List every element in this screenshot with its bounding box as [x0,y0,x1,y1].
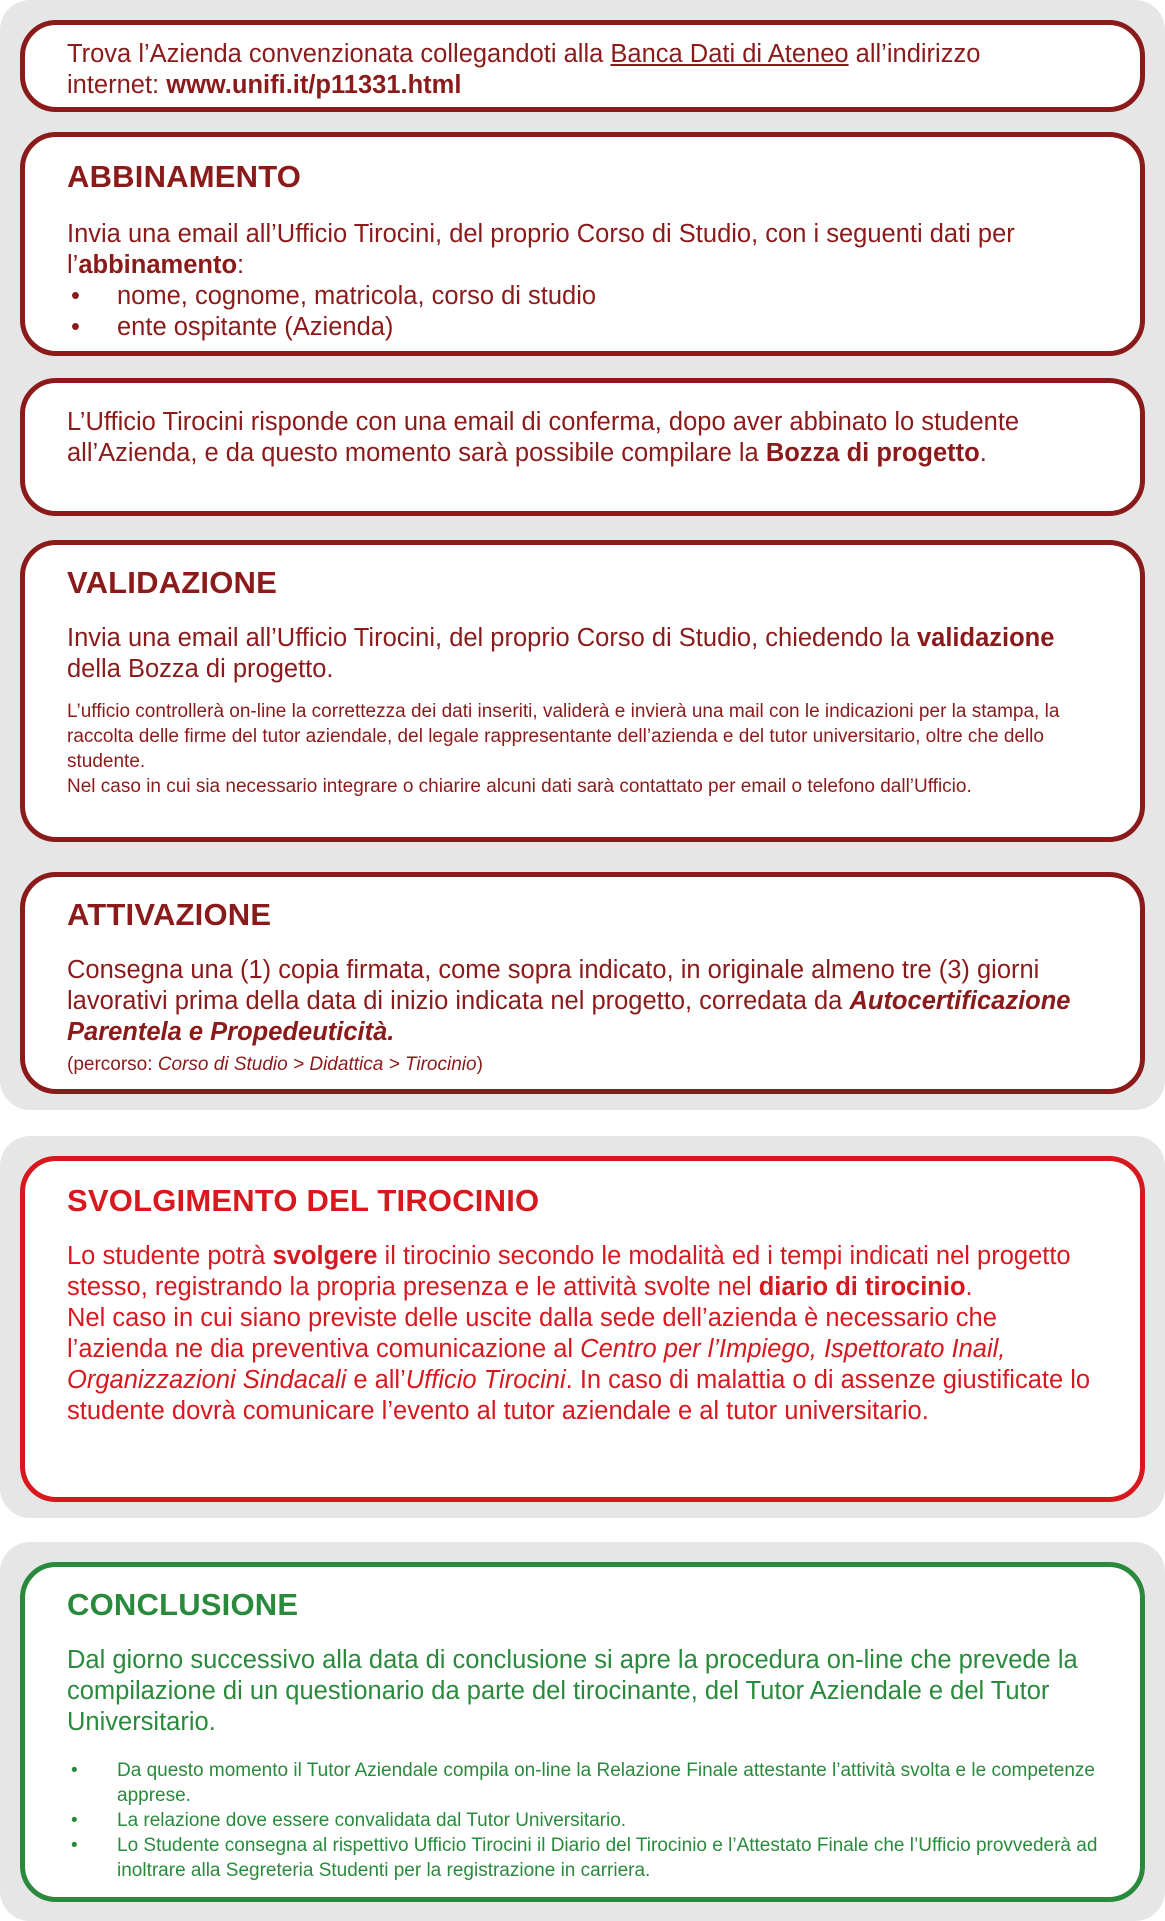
find-line1-end: all’indirizzo [848,40,981,68]
p2-c: e all’ [346,1366,406,1394]
card-attivazione [20,872,1145,1094]
abbinamento-bold: abbinamento [78,251,238,279]
svolgimento-p2 [67,1303,1098,1427]
conferma-text [67,407,1098,469]
validazione-text-pre: Invia una email all’Ufficio Tirocini, del proprio Corso di Studio, chiedendo la [67,624,917,652]
validazione-title: VALIDAZIONE [67,565,278,600]
attivazione-path [67,1052,1098,1077]
conclusione-title: CONCLUSIONE [67,1587,299,1622]
bozza-progetto-bold: Bozza di progetto [765,439,980,467]
card-abbinamento [20,132,1145,356]
abbinamento-text-pre: Invia una email all’Ufficio Tirocini, del proprio Corso di Studio, con i seguenti dati per l’ [67,220,1015,279]
conferma-text-pre: L’Ufficio Tirocini risponde con una email di conferma, dopo aver abbinato lo studente all’Azienda, e da questo momento sarà possibile compilare la [67,408,1020,467]
list-item: • Lo Studente consegna al rispettivo Ufficio Tirocini il Diario del Tirocinio e l’Attestato Finale che l’Ufficio provvederà ad inoltrare alla Segreteria Studenti per la registrazione in carriera. [67,1833,1098,1883]
conclusione-list [67,1758,1098,1883]
p1-a: Lo studente potrà [67,1242,273,1270]
card-find-company [20,20,1145,112]
list-item: • ente ospitante (Azienda) [67,312,1098,343]
p1-diario: diario di tirocinio [758,1273,966,1301]
path-post: ) [476,1054,483,1075]
attivazione-title: ATTIVAZIONE [67,897,272,932]
p1-e: . [965,1273,973,1301]
p2-a: Nel caso in cui siano previste delle uscite dalla sede dell’azienda è necessario che l’azienda ne dia preventiva comunicazione al [67,1304,997,1363]
abbinamento-title: ABBINAMENTO [67,159,302,194]
conferma-text-post: . [979,439,987,467]
abbinamento-text-post: : [237,251,245,279]
attivazione-text-main: Consegna una (1) copia firmata, come sopra indicato, in originale almeno tre (3) giorni lavorativi prima della data di inizio indicata nel progetto, corredata da [67,956,1040,1015]
validazione-text-post: della Bozza di progetto. [67,655,334,683]
path-pre: (percorso: [67,1054,158,1075]
find-line2: internet: [67,71,167,99]
conclusione-text: Dal giorno successivo alla data di conclusione si apre la procedura on-line che prevede la compilazione di un questionario da parte del tirocinante, del Tutor Aziendale e del Tutor Universitario. [67,1646,1078,1736]
svolgimento-p1 [67,1241,1098,1303]
unifi-url[interactable]: www.unifi.it/p11331.html [166,71,462,99]
find-text [67,39,1098,101]
abbinamento-list [67,281,1098,343]
p2-ufficio: Ufficio Tirocini [405,1366,566,1394]
autocertificazione-bold: Autocertificazione Parentela e Propedeuticità. [67,987,1071,1046]
list-item: • nome, cognome, matricola, corso di studio [67,281,1098,312]
validazione-bold: validazione [916,624,1055,652]
find-line1: Trova l’Azienda convenzionata collegandoti alla [67,40,611,68]
svolgimento-title: SVOLGIMENTO DEL TIROCINIO [67,1183,540,1218]
card-conferma [20,378,1145,516]
validazione-text [67,623,1098,685]
card-svolgimento [20,1156,1145,1502]
p1-svolgere: svolgere [272,1242,378,1270]
list-item: • La relazione dove essere convalidata dal Tutor Universitario. [67,1808,1098,1833]
card-conclusione [20,1562,1145,1902]
list-item: • Da questo momento il Tutor Aziendale compila on-line la Relazione Finale attestante l’attività svolta e le competenze apprese. [67,1758,1098,1808]
p2-e: . In caso di malattia o di assenze giustificate lo studente dovrà comunicare l’evento al tutor aziendale e al tutor universitario. [67,1366,1091,1425]
attivazione-text [67,955,1098,1048]
validazione-note-1: L’ufficio controllerà on-line la correttezza dei dati inseriti, validerà e invierà una mail con le indicazioni per la stampa, la raccolta delle firme del tutor aziendale, del legale rappresentante dell’azienda e del tutor universitario, oltre che dello studente. [67,701,1060,772]
path-italic: Corso di Studio > Didattica > Tirocinio [157,1054,477,1075]
abbinamento-text [67,219,1098,281]
card-validazione [20,540,1145,842]
p2-enti: Centro per l’Impiego, Ispettorato Inail, Organizzazioni Sindacali [67,1335,1006,1394]
banca-dati-link[interactable]: Banca Dati di Ateneo [610,40,849,68]
validazione-note-2: Nel caso in cui sia necessario integrare o chiarire alcuni dati sarà contattato per email o telefono dall’Ufficio. [67,776,972,797]
p1-c: il tirocinio secondo le modalità ed i tempi indicati nel progetto stesso, registrando la propria presenza e le attività svolte nel [67,1242,1071,1301]
